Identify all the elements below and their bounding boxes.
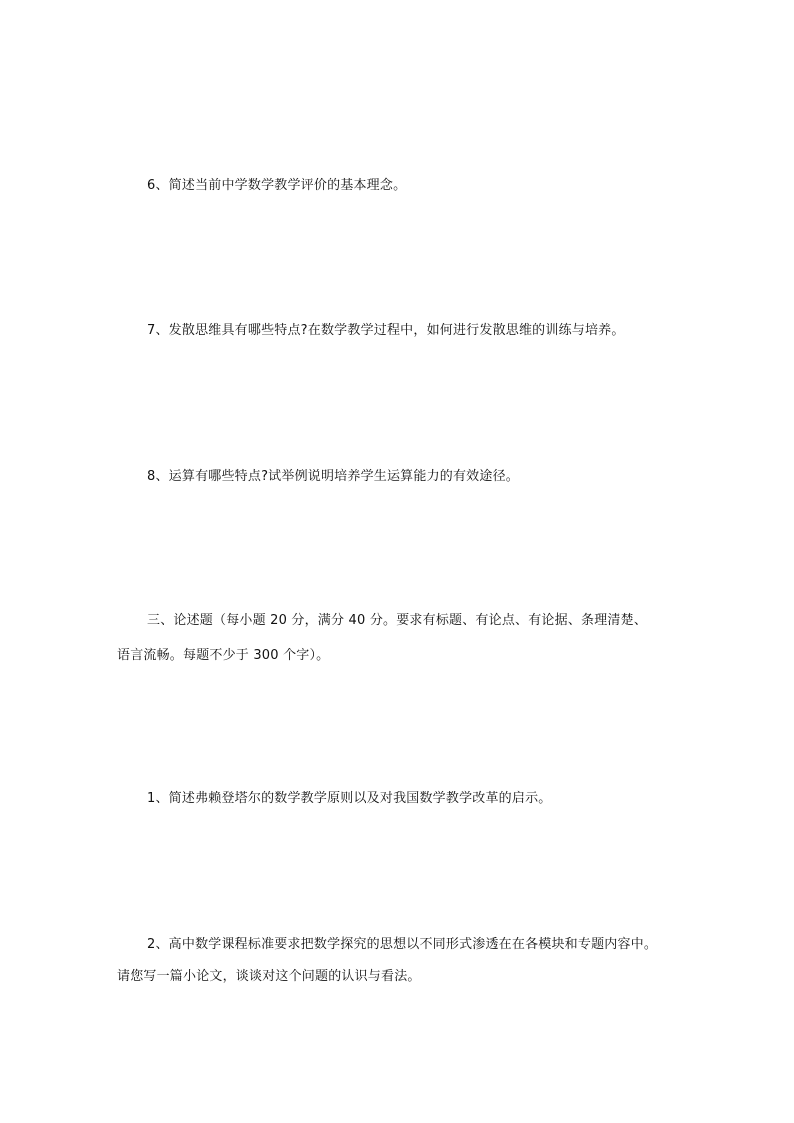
question-8: 8、运算有哪些特点?试举例说明培养学生运算能力的有效途径。 (147, 469, 519, 484)
essay-question-2-line-1: 2、高中数学课程标准要求把数学探究的思想以不同形式渗透在在各模块和专题内容中。 (147, 937, 658, 952)
section-3-heading-line-1: 三、论述题（每小题 20 分，满分 40 分。要求有标题、有论点、有论据、条理清楚、 (147, 613, 648, 628)
question-6: 6、简述当前中学数学教学评价的基本理念。 (147, 178, 407, 193)
section-3-heading-line-2: 语言流畅。每题不少于 300 个字）。 (117, 648, 330, 663)
essay-question-1: 1、简述弗赖登塔尔的数学教学原则以及对我国数学教学改革的启示。 (147, 791, 552, 806)
essay-question-2-line-2: 请您写一篇小论文，谈谈对这个问题的认识与看法。 (117, 969, 421, 984)
question-7: 7、发散思维具有哪些特点?在数学教学过程中，如何进行发散思维的训练与培养。 (147, 323, 625, 338)
